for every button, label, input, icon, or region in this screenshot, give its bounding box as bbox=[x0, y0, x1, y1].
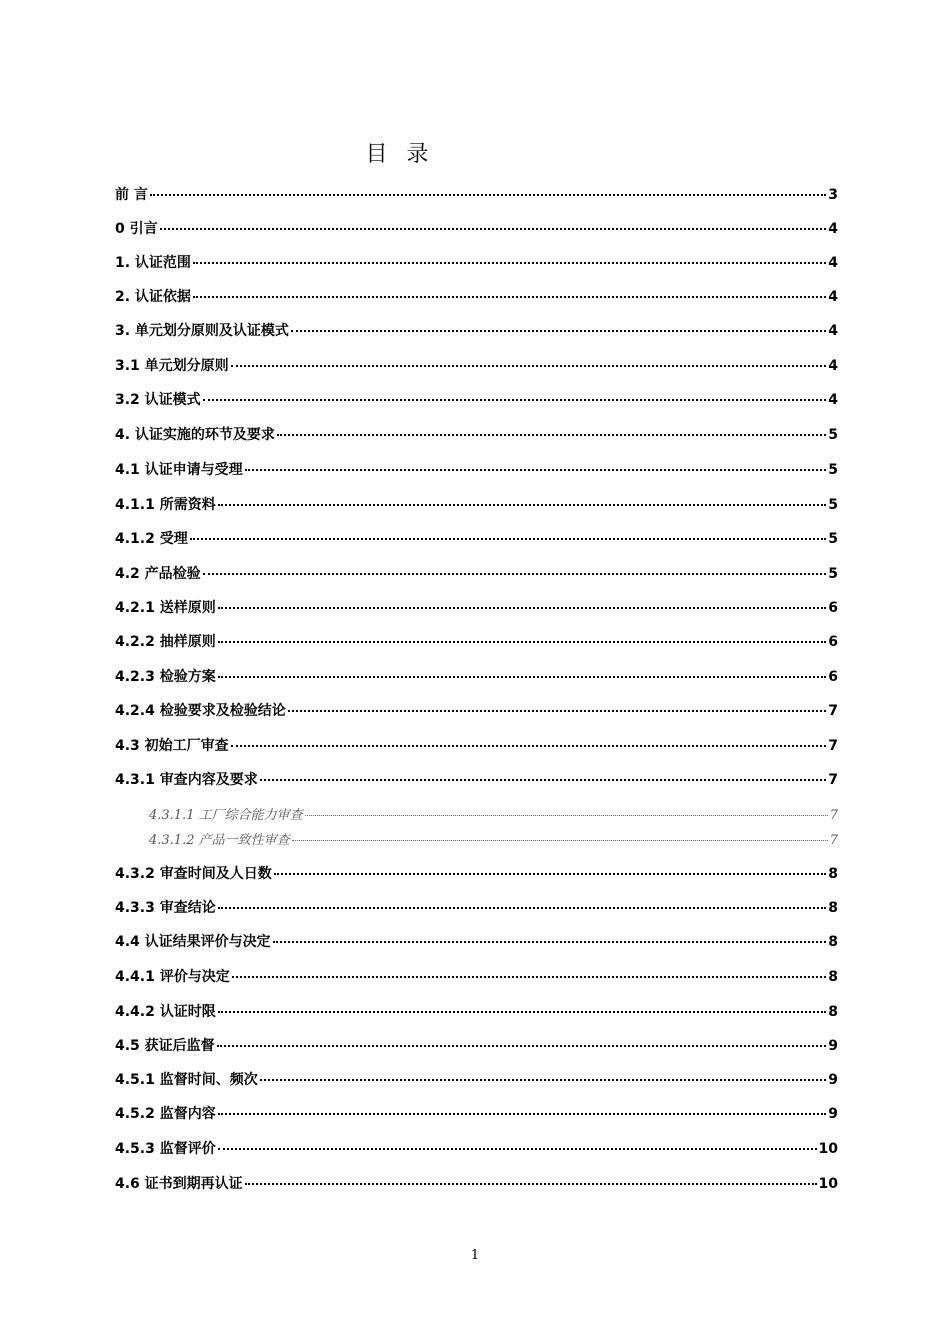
toc-dot-leader bbox=[203, 399, 827, 401]
toc-entry-page: 5 bbox=[828, 462, 838, 478]
toc-entry[interactable] bbox=[115, 666, 838, 686]
toc-dot-leader bbox=[218, 1148, 817, 1150]
toc-dot-leader bbox=[231, 745, 827, 747]
toc-entry-page: 8 bbox=[828, 900, 838, 916]
toc-entry-title: 4.1 认证申请与受理 bbox=[115, 462, 243, 478]
toc-dot-leader bbox=[277, 434, 826, 436]
toc-entry-page: 4 bbox=[828, 323, 838, 339]
toc-entry[interactable] bbox=[115, 1173, 838, 1193]
toc-entry-title: 4.1.1 所需资料 bbox=[115, 497, 216, 513]
toc-entry-title: 4.6 证书到期再认证 bbox=[115, 1176, 243, 1192]
toc-dot-leader bbox=[245, 469, 827, 471]
toc-dot-leader bbox=[203, 573, 827, 575]
toc-dot-leader bbox=[232, 976, 827, 978]
toc-entry-title: 4.3.3 审查结论 bbox=[115, 900, 216, 916]
toc-entry-page: 5 bbox=[828, 427, 838, 443]
toc-dot-leader bbox=[193, 262, 826, 264]
toc-dot-leader bbox=[218, 1011, 827, 1013]
toc-entry-page: 5 bbox=[828, 497, 838, 513]
toc-entry[interactable] bbox=[115, 631, 838, 651]
toc-entry-page: 4 bbox=[828, 392, 838, 408]
toc-entry[interactable] bbox=[115, 1035, 838, 1055]
toc-dot-leader bbox=[288, 710, 827, 712]
toc-entry-title: 4.2.3 检验方案 bbox=[115, 669, 216, 685]
toc-entry[interactable] bbox=[115, 804, 838, 823]
toc-entry[interactable] bbox=[115, 389, 838, 409]
toc-entry[interactable] bbox=[115, 528, 838, 548]
toc-entry[interactable] bbox=[115, 829, 838, 848]
toc-entry-title: 4.4.1 评价与决定 bbox=[115, 969, 230, 985]
toc-entry-title: 4.3.1 审查内容及要求 bbox=[115, 772, 258, 788]
toc-dot-leader bbox=[160, 228, 827, 230]
toc-dot-leader bbox=[273, 941, 827, 943]
toc-entry-title: 2. 认证依据 bbox=[115, 289, 191, 305]
toc-entry[interactable] bbox=[115, 459, 838, 479]
toc-entry[interactable] bbox=[115, 1103, 838, 1123]
toc-title: 目 录 bbox=[365, 142, 435, 167]
toc-entry[interactable] bbox=[115, 424, 838, 444]
toc-entry[interactable] bbox=[115, 931, 838, 951]
toc-dot-leader bbox=[218, 641, 827, 643]
toc-entry-title: 4.2.1 送样原则 bbox=[115, 600, 216, 616]
toc-entry[interactable] bbox=[115, 1001, 838, 1021]
toc-entry-title: 4.2.4 检验要求及检验结论 bbox=[115, 703, 286, 719]
toc-dot-leader bbox=[218, 607, 827, 609]
toc-entry[interactable] bbox=[115, 252, 838, 272]
toc-entry[interactable] bbox=[115, 735, 838, 755]
toc-entry[interactable] bbox=[115, 494, 838, 514]
toc-dot-leader bbox=[260, 1079, 827, 1081]
toc-entry[interactable] bbox=[115, 320, 838, 340]
toc-entry-title: 4.5.2 监督内容 bbox=[115, 1106, 216, 1122]
toc-entry[interactable] bbox=[115, 700, 838, 720]
toc-dot-leader bbox=[292, 840, 828, 841]
toc-entry-page: 5 bbox=[828, 531, 838, 547]
toc-dot-leader bbox=[260, 779, 827, 781]
toc-entry[interactable] bbox=[115, 563, 838, 583]
toc-entry-title: 4.3.1.2 产品一致性审查 bbox=[149, 833, 290, 848]
toc-entry-title: 4.1.2 受理 bbox=[115, 531, 188, 547]
toc-entry-title: 4.3.1.1 工厂综合能力审查 bbox=[149, 808, 303, 823]
toc-dot-leader bbox=[291, 330, 826, 332]
toc-dot-leader bbox=[274, 873, 827, 875]
toc-entry-title: 4.2 产品检验 bbox=[115, 566, 201, 582]
toc-entry-page: 8 bbox=[828, 934, 838, 950]
toc-entry[interactable] bbox=[115, 863, 838, 883]
toc-entry-title: 3. 单元划分原则及认证模式 bbox=[115, 323, 289, 339]
toc-entry[interactable] bbox=[115, 184, 838, 204]
toc-entry-page: 7 bbox=[828, 772, 838, 788]
toc-entry-title: 4.5 获证后监督 bbox=[115, 1038, 215, 1054]
toc-dot-leader bbox=[193, 296, 826, 298]
toc-entry-page: 7 bbox=[828, 738, 838, 754]
toc-dot-leader bbox=[305, 815, 828, 816]
toc-entry[interactable] bbox=[115, 597, 838, 617]
toc-entry-page: 3 bbox=[828, 187, 838, 203]
toc-entry-page: 8 bbox=[828, 866, 838, 882]
toc-entry-title: 4.5.3 监督评价 bbox=[115, 1141, 216, 1157]
toc-entry-title: 3.2 认证模式 bbox=[115, 392, 201, 408]
toc-entry-title: 4.3.2 审查时间及人日数 bbox=[115, 866, 272, 882]
toc-dot-leader bbox=[217, 1045, 827, 1047]
toc-entry-title: 0 引言 bbox=[115, 221, 158, 237]
toc-entry[interactable] bbox=[115, 897, 838, 917]
toc-entry[interactable] bbox=[115, 355, 838, 375]
toc-entry-title: 前 言 bbox=[115, 187, 148, 203]
toc-entry-page: 7 bbox=[829, 808, 838, 823]
toc-entry-page: 9 bbox=[828, 1072, 838, 1088]
toc-dot-leader bbox=[218, 676, 827, 678]
toc-dot-leader bbox=[218, 1113, 827, 1115]
toc-entry[interactable] bbox=[115, 218, 838, 238]
toc-dot-leader bbox=[190, 538, 827, 540]
toc-dot-leader bbox=[231, 365, 827, 367]
toc-entry-page: 7 bbox=[829, 833, 838, 848]
toc-entry-page: 5 bbox=[828, 566, 838, 582]
toc-dot-leader bbox=[218, 504, 827, 506]
toc-entry-title: 1. 认证范围 bbox=[115, 255, 191, 271]
toc-entry-page: 10 bbox=[818, 1141, 838, 1157]
toc-entry-page: 4 bbox=[828, 358, 838, 374]
toc-entry[interactable] bbox=[115, 966, 838, 986]
toc-entry-page: 9 bbox=[828, 1106, 838, 1122]
toc-entry[interactable] bbox=[115, 769, 838, 789]
toc-entry[interactable] bbox=[115, 1138, 838, 1158]
toc-entry-title: 3.1 单元划分原则 bbox=[115, 358, 229, 374]
toc-dot-leader bbox=[245, 1183, 817, 1185]
toc-entry-title: 4.5.1 监督时间、频次 bbox=[115, 1072, 258, 1088]
toc-entry-page: 6 bbox=[828, 634, 838, 650]
toc-entry-title: 4.2.2 抽样原则 bbox=[115, 634, 216, 650]
page-number: 1 bbox=[470, 1248, 480, 1263]
toc-entry-page: 6 bbox=[828, 669, 838, 685]
toc-entry-page: 7 bbox=[828, 703, 838, 719]
toc-entry-page: 4 bbox=[828, 289, 838, 305]
toc-entry-page: 9 bbox=[828, 1038, 838, 1054]
toc-entry-page: 8 bbox=[828, 969, 838, 985]
toc-entry-page: 6 bbox=[828, 600, 838, 616]
toc-entry-page: 4 bbox=[828, 255, 838, 271]
toc-entry-title: 4.3 初始工厂审查 bbox=[115, 738, 229, 754]
toc-entry-page: 4 bbox=[828, 221, 838, 237]
toc-dot-leader bbox=[150, 194, 826, 196]
toc-entry-page: 8 bbox=[828, 1004, 838, 1020]
toc-entry-title: 4.4 认证结果评价与决定 bbox=[115, 934, 271, 950]
toc-dot-leader bbox=[218, 907, 827, 909]
toc-entry[interactable] bbox=[115, 1069, 838, 1089]
toc-entry-title: 4.4.2 认证时限 bbox=[115, 1004, 216, 1020]
toc-entry-page: 10 bbox=[818, 1176, 838, 1192]
toc-entry-title: 4. 认证实施的环节及要求 bbox=[115, 427, 275, 443]
toc-entry[interactable] bbox=[115, 286, 838, 306]
